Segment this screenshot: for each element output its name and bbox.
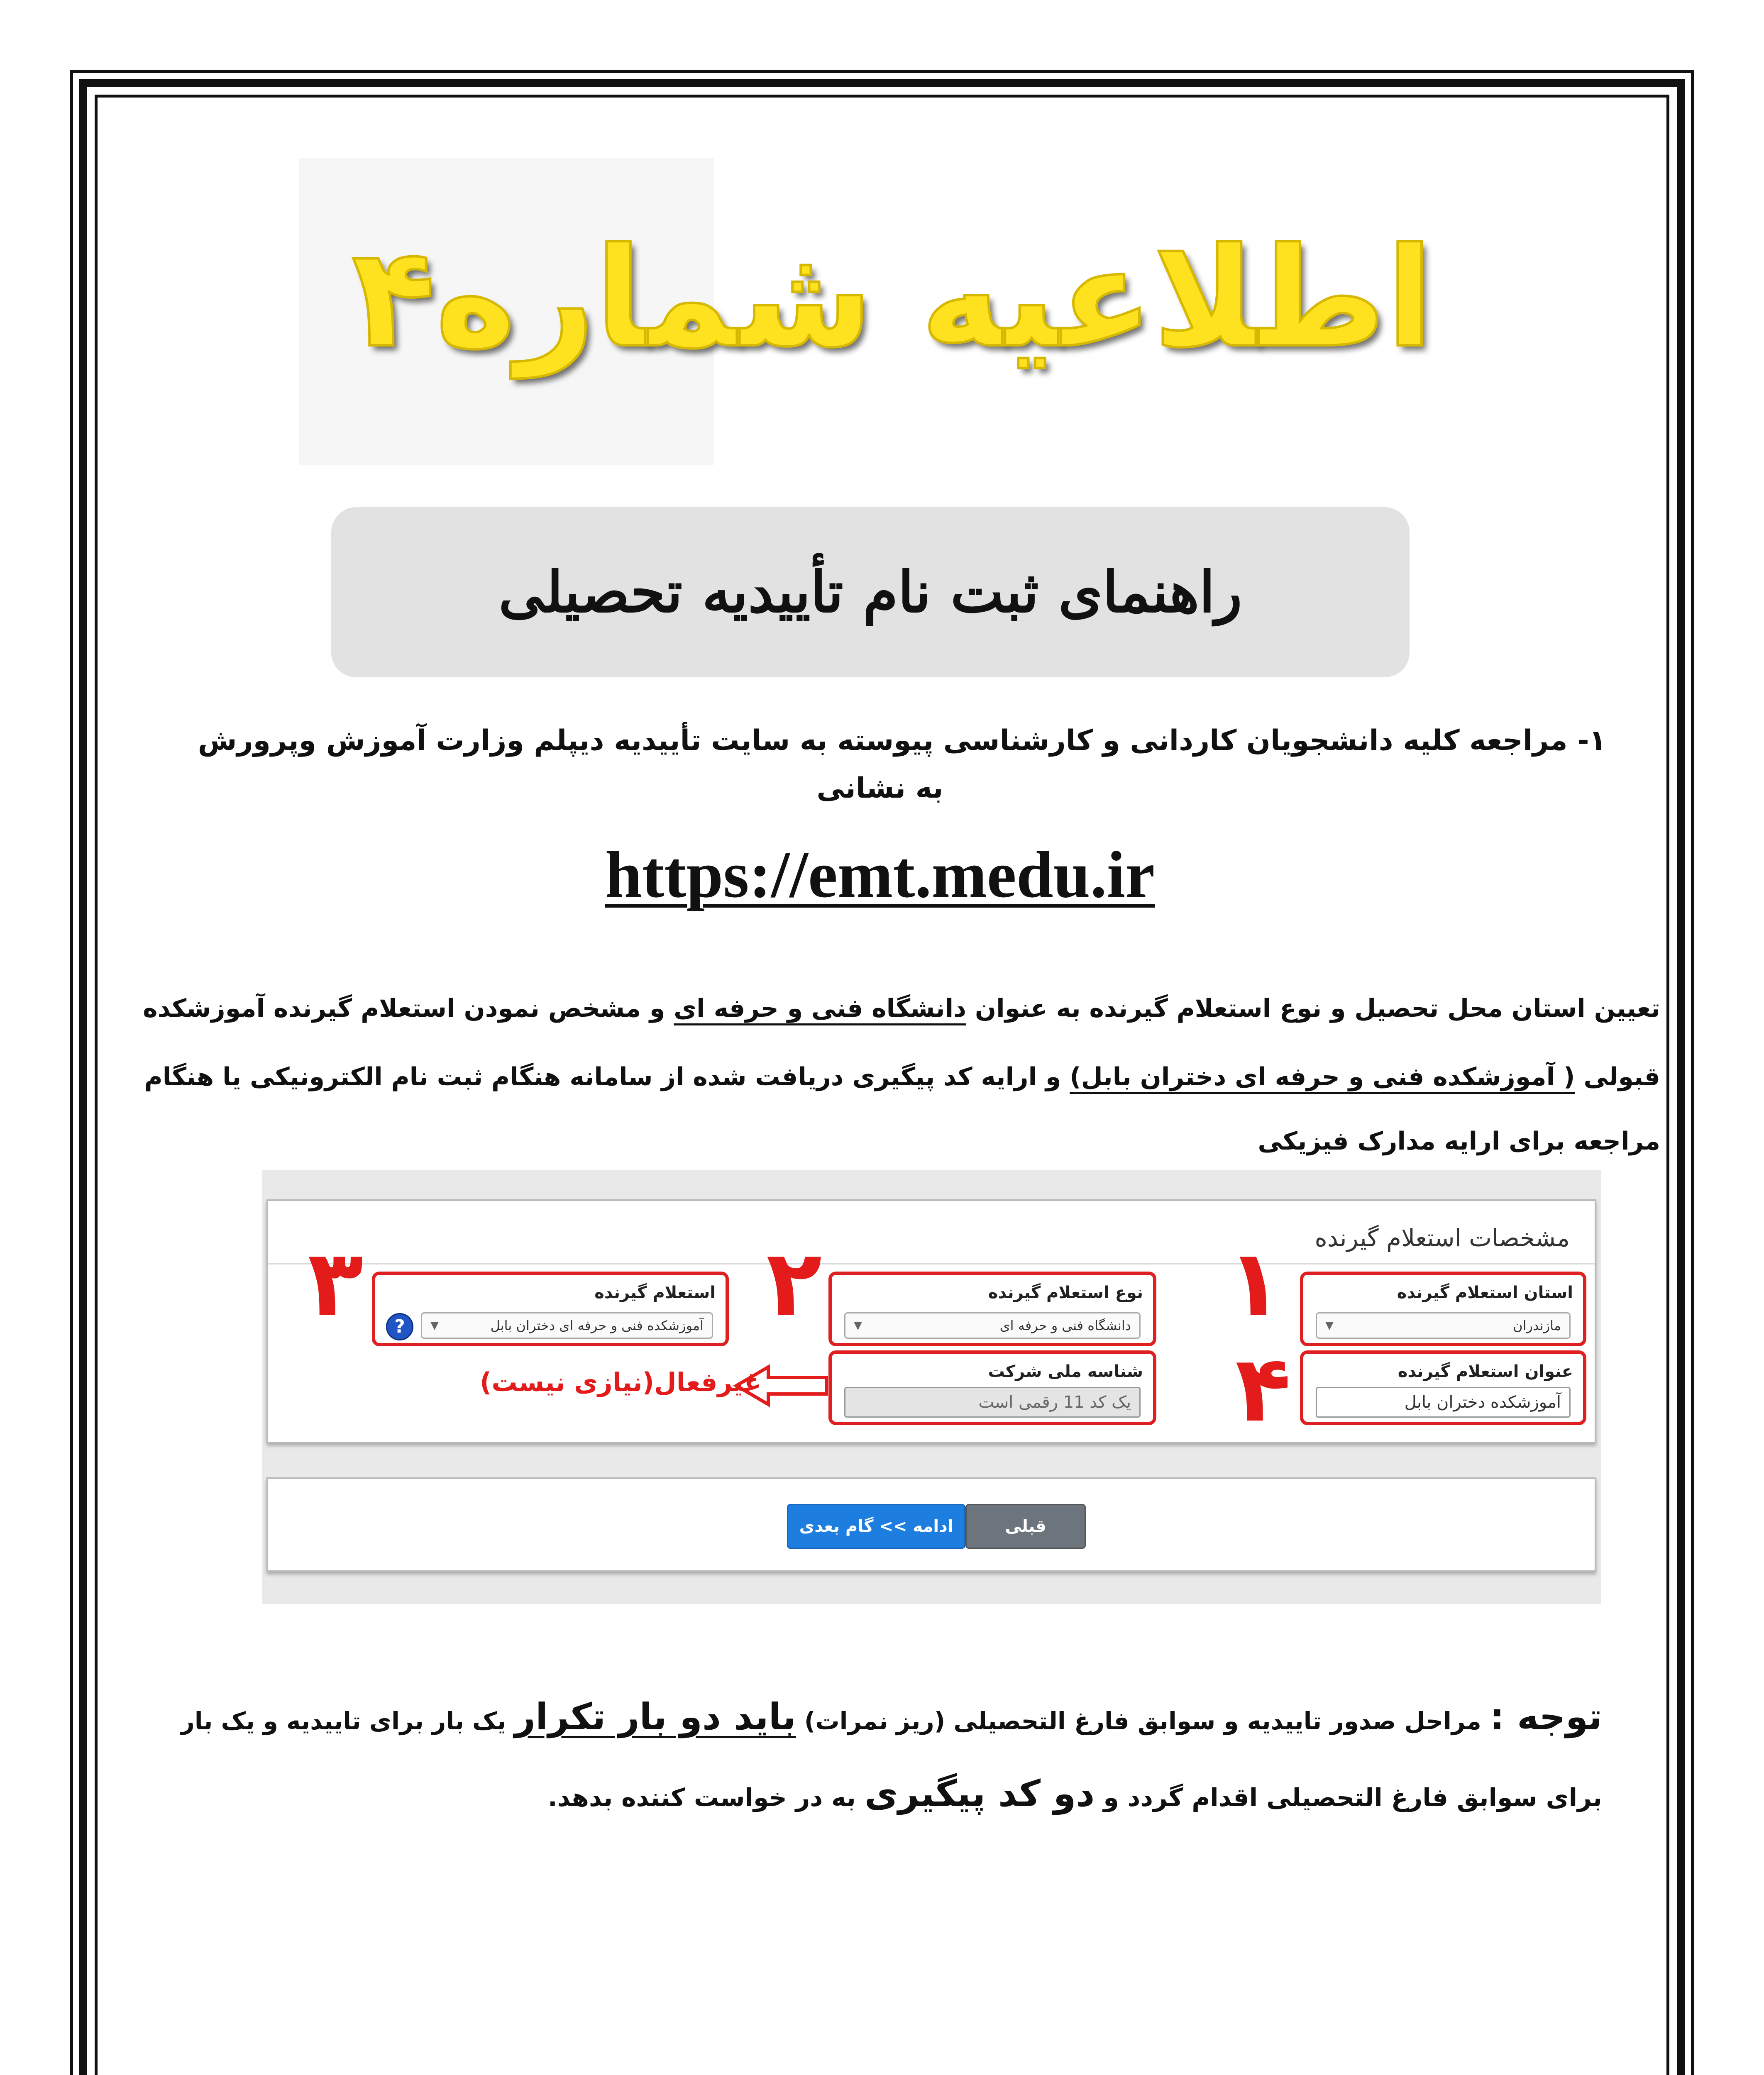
help-icon[interactable]: ? [386,1313,413,1340]
instructions-line-3: مراجعه برای ارایه مدارک فیزیکی [1258,1127,1660,1156]
field-company-national-id [828,1350,1156,1425]
province-select[interactable] [1316,1312,1571,1339]
field-recipient-title-label: عنوان استعلام گیرنده [1398,1362,1573,1381]
note-emphasis-repeat: باید دو بار تکرار [514,1695,796,1738]
field-recipient-label: استعلام گیرنده [594,1283,716,1302]
subtitle-box [331,507,1410,677]
site-url-link[interactable]: https://emt.medu.ir [605,837,1155,911]
instr-underlined-university: دانشگاه فنی و حرفه ای [674,994,967,1023]
instr-text: و مشخص نمودن استعلام گیرنده آموزشکده [143,994,674,1023]
marker-2: ۲ [766,1230,822,1336]
navigation-panel [266,1477,1596,1572]
recipient-type-select[interactable] [844,1312,1141,1339]
instr-text: تعیین استان محل تحصیل و نوع استعلام گیرنده به عنوان [966,994,1660,1023]
note-emphasis-codes: دو کد پیگیری [864,1772,1095,1815]
note-text: به در خواست کننده بدهد. [547,1783,865,1812]
instr-underlined-school: ( آموزشکده فنی و حرفه ای دختران بابل) [1070,1062,1575,1091]
field-company-id-label: شناسه ملی شرکت [988,1362,1143,1381]
field-recipient-type [828,1272,1156,1346]
chevron-down-icon: ▼ [1325,1319,1334,1332]
subtitle: راهنمای ثبت نام تأییدیه تحصیلی [498,559,1242,625]
recipient-details-panel [266,1199,1596,1443]
field-province [1300,1272,1586,1346]
field-recipient-type-label: نوع استعلام گیرنده [988,1283,1143,1302]
instructions-line-1 [104,994,1660,1023]
field-recipient-title [1300,1350,1586,1425]
field-recipient [372,1272,729,1346]
marker-4: ۴ [1235,1336,1291,1442]
marker-1: ۱ [1227,1230,1283,1336]
previous-button[interactable]: قبلی [965,1504,1086,1549]
recipient-type-select-value: دانشگاه فنی و حرفه ای [999,1318,1131,1333]
next-step-button[interactable]: ادامه >> گام بعدی [787,1504,965,1549]
panel-title: مشخصات استعلام گیرنده [1314,1224,1570,1252]
chevron-down-icon: ▼ [854,1319,862,1332]
recipient-select-value: آموزشکده فنی و حرفه ای دختران بابل [490,1318,704,1333]
recipient-select[interactable] [421,1312,713,1339]
step1-address-label: به نشانی [816,772,943,805]
note-line-2 [108,1772,1602,1815]
note-text: برای سوابق فارغ التحصیلی اقدام گردد و [1095,1783,1602,1812]
province-select-value: مازندران [1513,1318,1561,1333]
inactive-note: غیرفعال(نیازی نیست) [480,1367,762,1397]
marker-3: ۳ [308,1230,364,1336]
chevron-down-icon: ▼ [430,1319,439,1332]
step1-text: ۱- مراجعه کلیه دانشجویان کاردانی و کارشناسی پیوسته به سایت تأییدیه دیپلم وزارت آموزش وپرورش [198,724,1606,757]
panel-divider [268,1263,1595,1265]
note-text: یک بار برای تاییدیه و یک بار [181,1707,515,1735]
announcement-title: اطلاعیه شماره۴ [352,218,1433,378]
field-province-label: استان استعلام گیرنده [1397,1283,1573,1302]
note-text: مراحل صدور تاییدیه و سوابق فارغ التحصیلی (ریز نمرات) [796,1707,1490,1735]
instructions-line-2 [104,1062,1660,1091]
company-id-input: یک کد 11 رقمی است [844,1387,1141,1418]
note-line-1 [108,1695,1602,1738]
instr-text: قبولی [1575,1062,1660,1091]
instr-text: و ارایه کد پیگیری دریافت شده از سامانه هنگام ثبت نام الکترونیکی یا هنگام [144,1062,1070,1091]
form-screenshot [262,1170,1601,1604]
recipient-title-input[interactable]: آموزشکده دختران بابل [1316,1387,1571,1418]
note-label: توجه : [1490,1695,1602,1738]
